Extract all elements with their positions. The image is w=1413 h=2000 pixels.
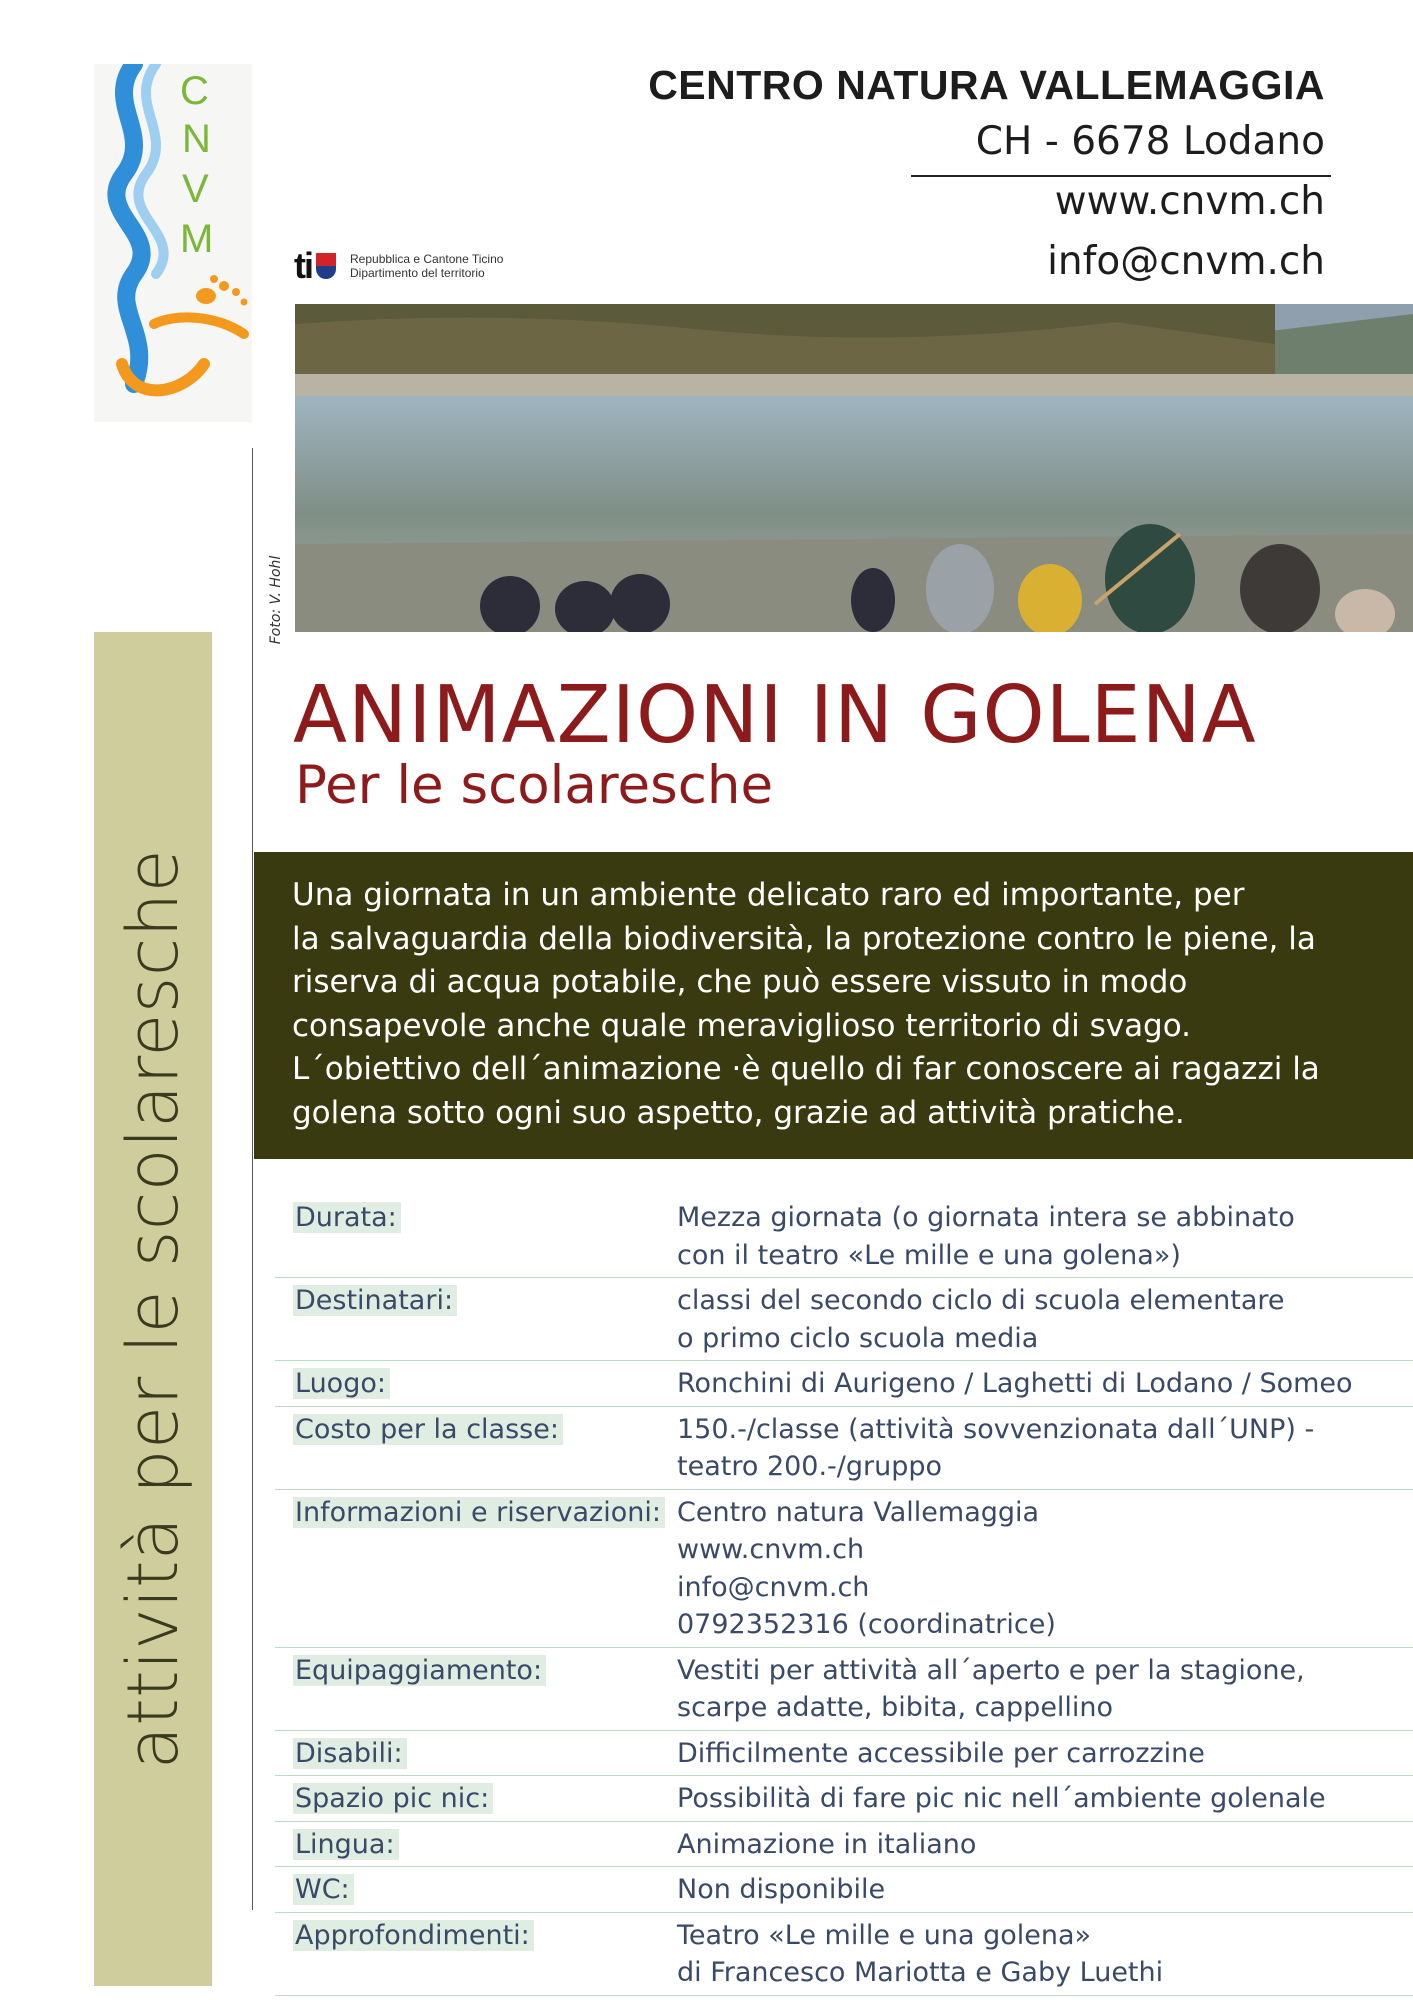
table-row xyxy=(275,1647,1413,1730)
row-label-cell xyxy=(275,1730,677,1776)
row-value-line: Animazione in italiano xyxy=(677,1828,977,1860)
row-label-cell xyxy=(275,1278,677,1361)
logo-letter: M xyxy=(180,217,214,261)
row-value-line: con il teatro «Le mille e una golena») xyxy=(677,1239,1181,1271)
row-value-line: Ronchini di Aurigeno / Laghetti di Lodano / Someo xyxy=(677,1368,1353,1399)
river-photo-image xyxy=(295,304,1413,632)
canton-line1: Repubblica e Cantone Ticino xyxy=(350,252,504,266)
row-label: Durata: xyxy=(293,1202,401,1233)
row-value-line: Vestiti per attività all´aperto e per la stagione, xyxy=(677,1654,1305,1686)
row-value-line: di Francesco Mariotta e Gaby Luethi xyxy=(677,1957,1164,1988)
vertical-divider xyxy=(252,448,253,1910)
cnvm-logo xyxy=(94,64,252,422)
address-rule xyxy=(911,175,1331,177)
side-title-text: attività per le scolaresche xyxy=(112,848,194,1770)
address: CH - 6678 Lodano xyxy=(975,119,1325,164)
row-label: Luogo: xyxy=(293,1368,390,1399)
table-row xyxy=(275,1406,1413,1489)
row-value-cell xyxy=(677,1821,1413,1867)
row-label-cell xyxy=(275,1776,677,1822)
row-value-cell xyxy=(677,1730,1413,1776)
canton-logo xyxy=(294,246,503,286)
intro-line: golena sotto ogni suo aspetto, grazie ad attività pratiche. xyxy=(292,1094,1185,1131)
row-value-line: Possibilità di fare pic nic nell´ambiente golenale xyxy=(677,1783,1326,1814)
row-label-cell xyxy=(275,1821,677,1867)
row-value-line: Mezza giornata (o giornata intera se abbinato xyxy=(677,1202,1295,1233)
table-row xyxy=(275,1867,1413,1913)
row-value-line: classi del secondo ciclo di scuola elementare xyxy=(677,1285,1285,1316)
info-table xyxy=(275,1195,1413,1996)
photo-credit-text: Foto: V. Hohl xyxy=(268,555,284,645)
row-label: Destinatari: xyxy=(293,1285,457,1316)
row-value-line: www.cnvm.ch xyxy=(677,1534,865,1565)
org-name: CENTRO NATURA VALLEMAGGIA xyxy=(648,62,1325,108)
row-label: Disabili: xyxy=(293,1738,407,1769)
row-value-cell xyxy=(677,1776,1413,1822)
row-value-line: 150.-/classe (attività sovvenzionata dall´UNP) - xyxy=(677,1413,1315,1445)
table-row xyxy=(275,1912,1413,1995)
intro-box xyxy=(254,852,1413,1159)
intro-line: L´obiettivo dell´animazione ·è quello di far conoscere ai ragazzi la xyxy=(292,1051,1320,1087)
intro-text xyxy=(292,874,1402,1135)
canton-mark: ti xyxy=(294,245,312,286)
intro-line: Una giornata in un ambiente delicato raro ed importante, per xyxy=(292,877,1245,913)
table-row xyxy=(275,1278,1413,1361)
canton-text xyxy=(350,252,503,280)
row-label: Approfondimenti: xyxy=(293,1920,534,1951)
row-value-line: 0792352316 (coordinatrice) xyxy=(677,1609,1056,1640)
row-value-cell xyxy=(677,1647,1413,1730)
row-label-cell xyxy=(275,1195,677,1278)
email[interactable]: info@cnvm.ch xyxy=(1047,239,1325,284)
logo-letter: N xyxy=(182,117,211,161)
river-footprint-logo-icon xyxy=(94,64,252,422)
row-value-cell xyxy=(677,1361,1413,1407)
row-value-line: scarpe adatte, bibita, cappellino xyxy=(677,1692,1114,1723)
row-label: Informazioni e riservazioni: xyxy=(293,1497,665,1528)
intro-line: la salvaguardia della biodiversità, la protezione contro le piene, la xyxy=(292,920,1316,957)
row-value-line: Centro natura Vallemaggia xyxy=(677,1496,1040,1528)
canton-shield-icon xyxy=(316,253,336,279)
row-label-cell xyxy=(275,1406,677,1489)
row-label-cell xyxy=(275,1489,677,1647)
table-row xyxy=(275,1730,1413,1776)
row-value-line: Non disponibile xyxy=(677,1874,886,1905)
table-row xyxy=(275,1489,1413,1647)
row-label-cell xyxy=(275,1647,677,1730)
row-value-cell xyxy=(677,1195,1413,1278)
row-label-cell xyxy=(275,1867,677,1913)
intro-line: consapevole anche quale meraviglioso territorio di svago. xyxy=(292,1007,1192,1044)
row-label-cell xyxy=(275,1912,677,1995)
logo-letter: V xyxy=(182,167,209,211)
table-row xyxy=(275,1821,1413,1867)
canton-line2: Dipartimento del territorio xyxy=(350,266,485,280)
row-value-cell xyxy=(677,1912,1413,1995)
page-title: ANIMAZIONI IN GOLENA xyxy=(293,669,1257,761)
row-value-cell xyxy=(677,1278,1413,1361)
row-value-cell xyxy=(677,1406,1413,1489)
row-value-cell xyxy=(677,1867,1413,1913)
row-value-line: o primo ciclo scuola media xyxy=(677,1322,1039,1354)
table-row xyxy=(275,1776,1413,1822)
table-row xyxy=(275,1361,1413,1407)
row-label: WC: xyxy=(293,1874,354,1905)
row-label: Spazio pic nic: xyxy=(293,1783,493,1814)
row-value-line: Teatro «Le mille e una golena» xyxy=(677,1919,1092,1951)
row-value-line: teatro 200.-/gruppo xyxy=(677,1451,943,1482)
row-value-line: info@cnvm.ch xyxy=(677,1571,870,1603)
row-label: Lingua: xyxy=(293,1829,399,1860)
row-label-cell xyxy=(275,1361,677,1407)
website[interactable]: www.cnvm.ch xyxy=(1054,179,1325,224)
river-photo xyxy=(295,304,1413,632)
table-row xyxy=(275,1195,1413,1278)
row-label: Equipaggiamento: xyxy=(293,1655,546,1686)
row-value-cell xyxy=(677,1489,1413,1647)
logo-letter: C xyxy=(180,69,209,113)
row-label: Costo per la classe: xyxy=(293,1414,563,1445)
row-value-line: Difficilmente accessibile per carrozzine xyxy=(677,1737,1205,1769)
page-subtitle: Per le scolaresche xyxy=(295,755,774,816)
intro-line: riserva di acqua potabile, che può essere vissuto in modo xyxy=(292,964,1188,1000)
